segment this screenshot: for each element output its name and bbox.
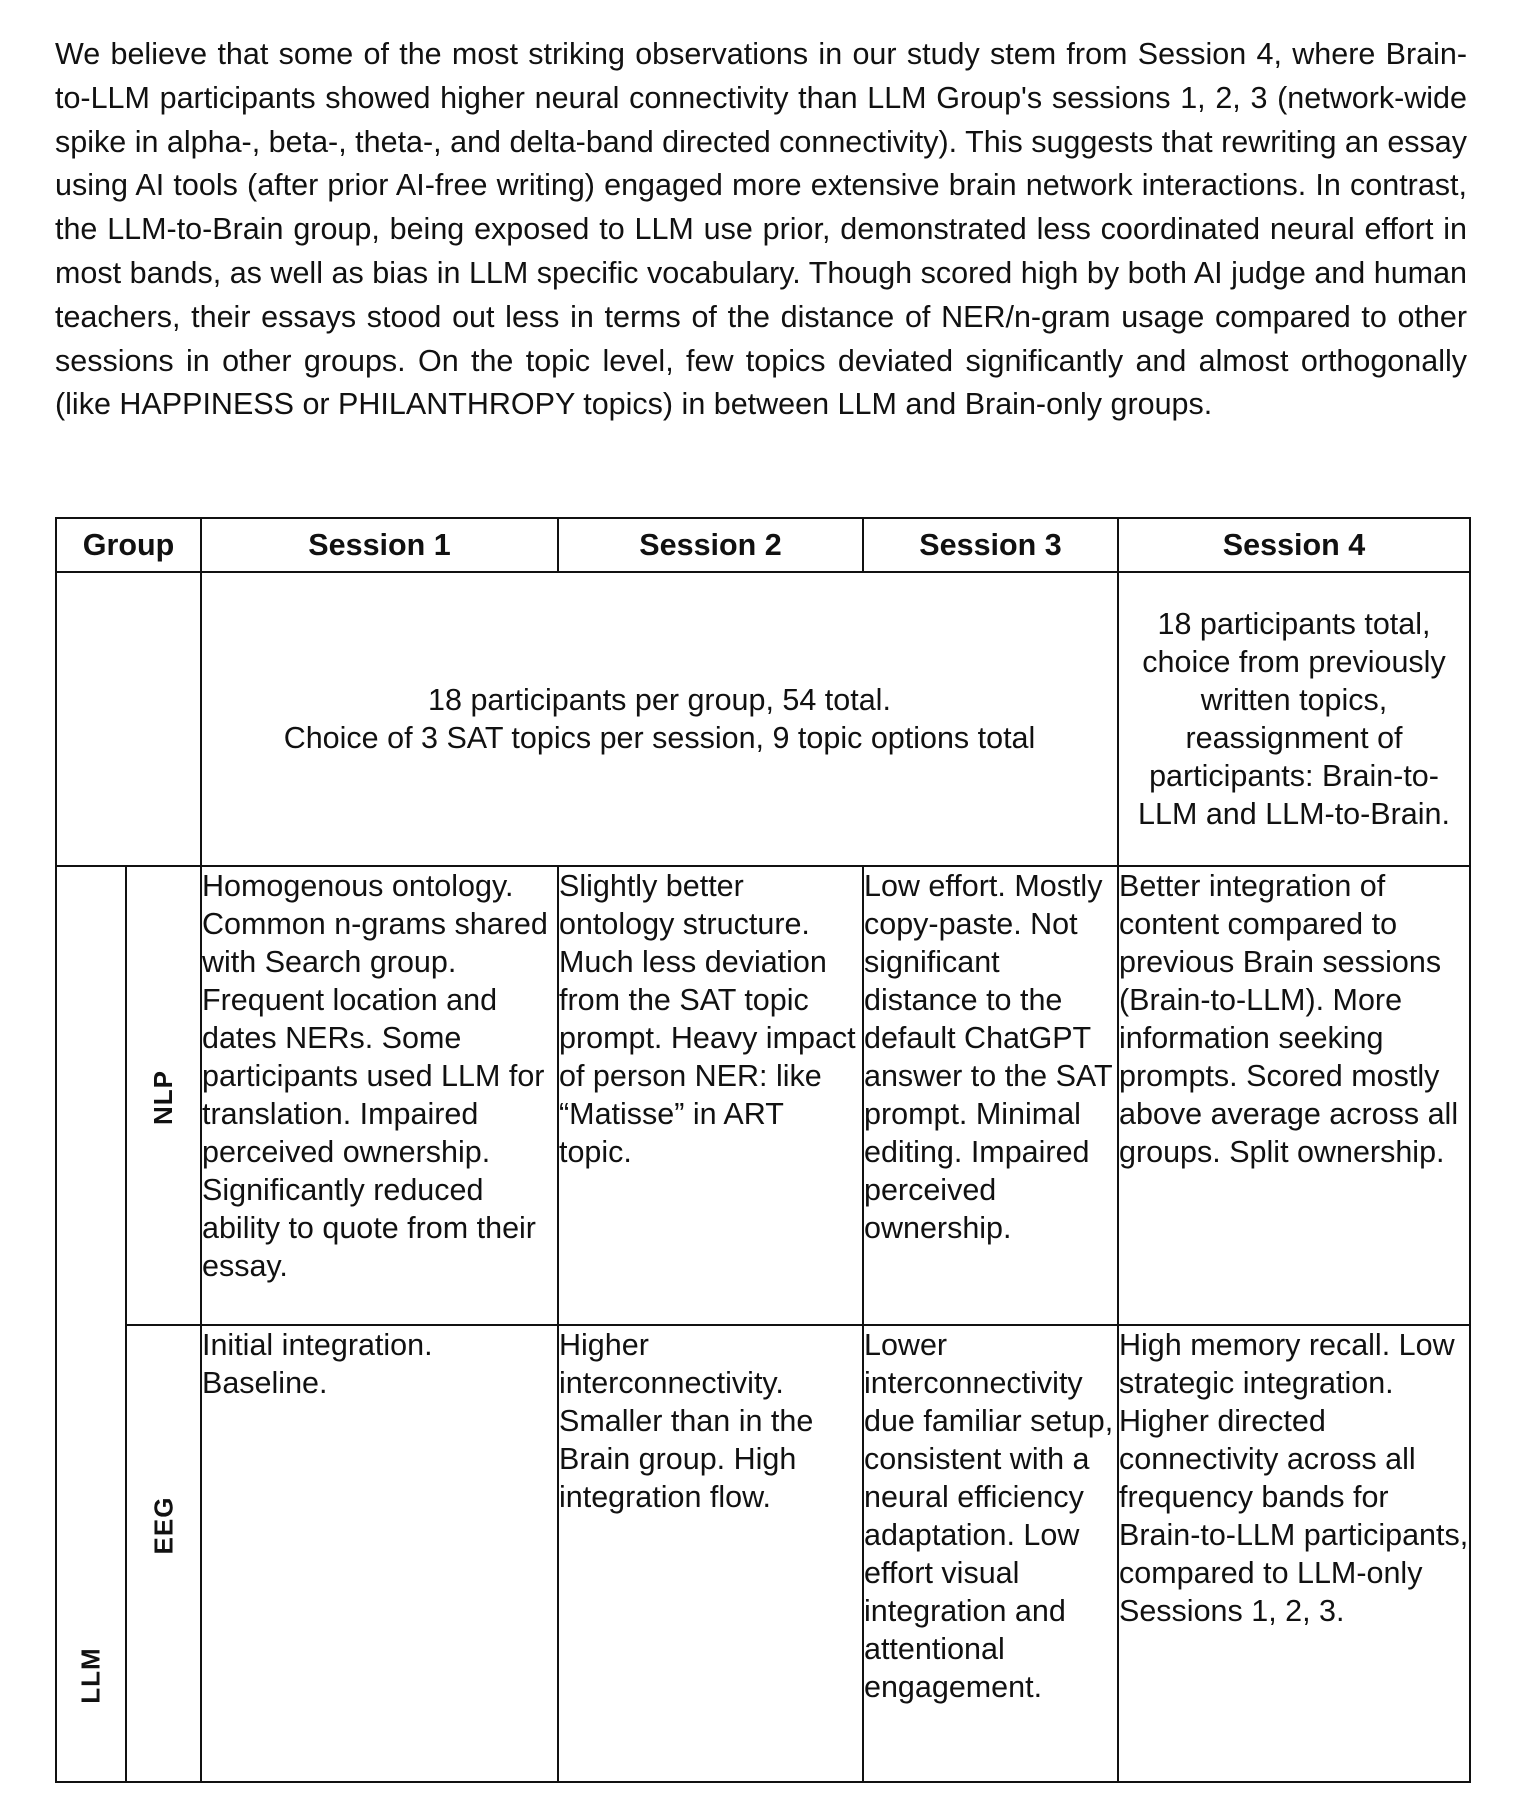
table-header-row <box>56 518 1470 572</box>
header-group: Group <box>56 518 201 572</box>
header-session-1: Session 1 <box>201 518 558 572</box>
row-label-cell-eeg <box>126 1325 201 1782</box>
overview-line-1: 18 participants per group, 54 total. <box>428 683 891 717</box>
intro-paragraph: We believe that some of the most striking observations in our study stem from Session 4, where Brain-to-LLM participants showed higher neural connectivity than LLM Group's sessions 1, 2, 3 (network-wide spike in alpha-, beta-, theta-, and delta-band directed connectivity). This suggests that rewriting an essay using AI tools (after prior AI-free writing) engaged more extensive brain network interactions. In contrast, the LLM-to-Brain group, being exposed to LLM use prior, demonstrated less coordinated neural effort in most bands, as well as bias in LLM specific vocabulary. Though scored high by both AI judge and human teachers, their essays stood out less in terms of the distance of NER/n-gram usage compared to other sessions in other groups. On the topic level, few topics deviated significantly and almost orthogonally (like HAPPINESS or PHILANTHROPY topics) in between LLM and Brain-only groups. <box>55 37 1467 422</box>
eeg-session-4: High memory recall. Low strategic integration. Higher directed connectivity across all frequency bands for Brain-to-LLM participants, compared to LLM-only Sessions 1, 2, 3. <box>1118 1325 1470 1782</box>
group-label-llm: LLM <box>75 1647 106 1704</box>
overview-row <box>56 572 1470 866</box>
row-label-cell-nlp <box>126 866 201 1325</box>
header-session-2: Session 2 <box>558 518 863 572</box>
header-session-3: Session 3 <box>863 518 1118 572</box>
nlp-session-4: Better integration of content compared to previous Brain sessions (Brain-to-LLM). More information seeking prompts. Scored mostly above average across all groups. Split ownership. <box>1118 866 1470 1325</box>
overview-session-4-text: 18 participants total, choice from previously written topics, reassignment of participants: Brain-to-LLM and LLM-to-Brain. <box>1138 607 1450 831</box>
nlp-session-3: Low effort. Mostly copy-paste. Not significant distance to the default ChatGPT answer to the SAT prompt. Minimal editing. Impaired perceived ownership. <box>863 866 1118 1325</box>
overview-line-2: Choice of 3 SAT topics per session, 9 topic options total <box>283 721 1036 755</box>
overview-group-cell <box>56 572 201 866</box>
nlp-session-1: Homogenous ontology. Common n-grams shared with Search group. Frequent location and dates NERs. Some participants used LLM for translation. Impaired perceived ownership. Significantly reduced ability to quote from their essay. <box>201 866 558 1325</box>
table-row-eeg <box>56 1325 1470 1782</box>
eeg-session-2: Higher interconnectivity. Smaller than in the Brain group. High integration flow. <box>558 1325 863 1782</box>
overview-session-4 <box>1118 572 1470 866</box>
nlp-session-2: Slightly better ontology structure. Much less deviation from the SAT topic prompt. Heavy impact of person NER: like “Matisse” in ART topic. <box>558 866 863 1325</box>
eeg-session-3: Lower interconnectivity due familiar setup, consistent with a neural efficiency adaptation. Low effort visual integration and attentional engagement. <box>863 1325 1118 1782</box>
eeg-session-1: Initial integration. Baseline. <box>201 1325 558 1782</box>
row-label-nlp: NLP <box>148 1070 178 1125</box>
group-label-cell <box>56 866 126 1782</box>
row-label-eeg: EEG <box>147 1496 178 1555</box>
session-summary-table <box>55 517 1471 1783</box>
table-row-nlp <box>56 866 1470 1325</box>
overview-sessions-1-3 <box>201 572 1118 866</box>
header-session-4: Session 4 <box>1118 518 1470 572</box>
